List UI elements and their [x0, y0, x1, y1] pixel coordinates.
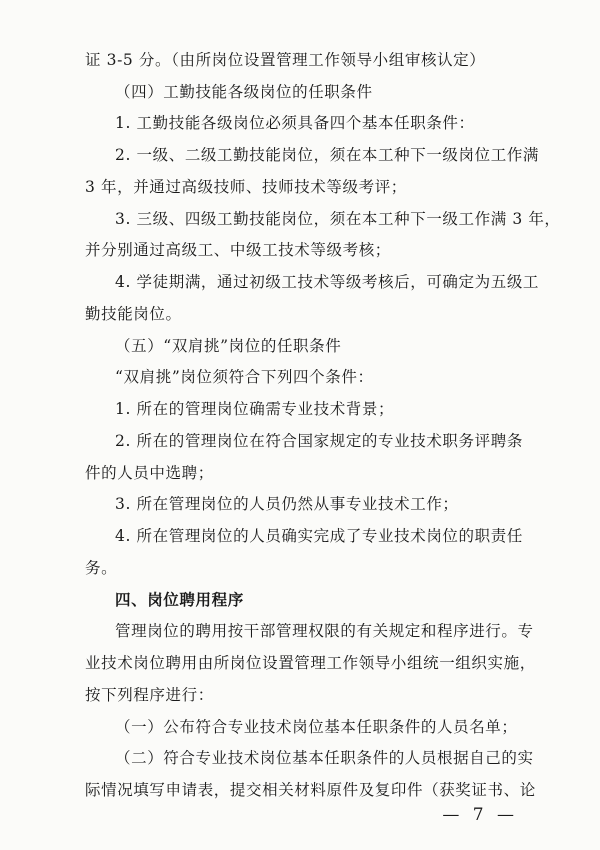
text-line-19: 管理岗位的聘用按干部管理权限的有关规定和程序进行。专: [115, 622, 534, 641]
section-heading-5: （五）“双肩挑”岗位的任职条件: [115, 336, 342, 355]
section-heading-4: （四）工勤技能各级岗位的任职条件: [115, 82, 373, 101]
text-line-9: 勤技能岗位。: [85, 304, 182, 323]
text-line-4: 2. 一级、二级工勤技能岗位，须在本工种下一级岗位工作满: [115, 146, 540, 165]
text-line-16: 4. 所在管理岗位的人员确实完成了专业技术岗位的职责任: [115, 527, 523, 546]
text-line-14: 件的人员中选聘；: [85, 463, 214, 482]
chapter-heading-4: 四、岗位聘用程序: [115, 590, 244, 609]
text-line-17: 务。: [85, 558, 118, 577]
text-line-23: （二）符合专业技术岗位基本任职条件的人员根据自己的实: [115, 749, 534, 768]
text-line-6: 3. 三级、四级工勤技能岗位，须在本工种下一级工作满 3 年，: [115, 209, 561, 228]
text-line-7: 并分别通过高级工、中级工技术等级考核；: [85, 241, 391, 260]
text-line-22: （一）公布符合专业技术岗位基本任职条件的人员名单；: [115, 717, 518, 736]
text-line-8: 4. 学徒期满，通过初级工技术等级考核后，可确定为五级工: [115, 273, 540, 292]
text-line-5: 3 年，并通过高级技师、技师技术等级考评；: [85, 177, 407, 196]
text-line-1: 证 3-5 分。（由所岗位设置管理工作领导小组审核认定）: [85, 51, 486, 69]
text-line-11: “双肩挑”岗位须符合下列四个条件：: [115, 368, 374, 387]
text-line-3: 1. 工勤技能各级岗位必须具备四个基本任职条件：: [115, 114, 475, 133]
page-number: — 7 —: [442, 805, 518, 825]
text-line-13: 2. 所在的管理岗位在符合国家规定的专业技术职务评聘条: [115, 431, 523, 450]
text-line-21: 按下列程序进行：: [85, 685, 214, 704]
text-line-24: 际情况填写申请表，提交相关材料原件及复印件（获奖证书、论: [85, 781, 536, 799]
text-line-15: 3. 所在管理岗位的人员仍然从事专业技术工作；: [115, 495, 459, 514]
text-line-12: 1. 所在的管理岗位确需专业技术背景；: [115, 400, 395, 419]
text-line-20: 业技术岗位聘用由所岗位设置管理工作领导小组统一组织实施，: [85, 654, 536, 673]
